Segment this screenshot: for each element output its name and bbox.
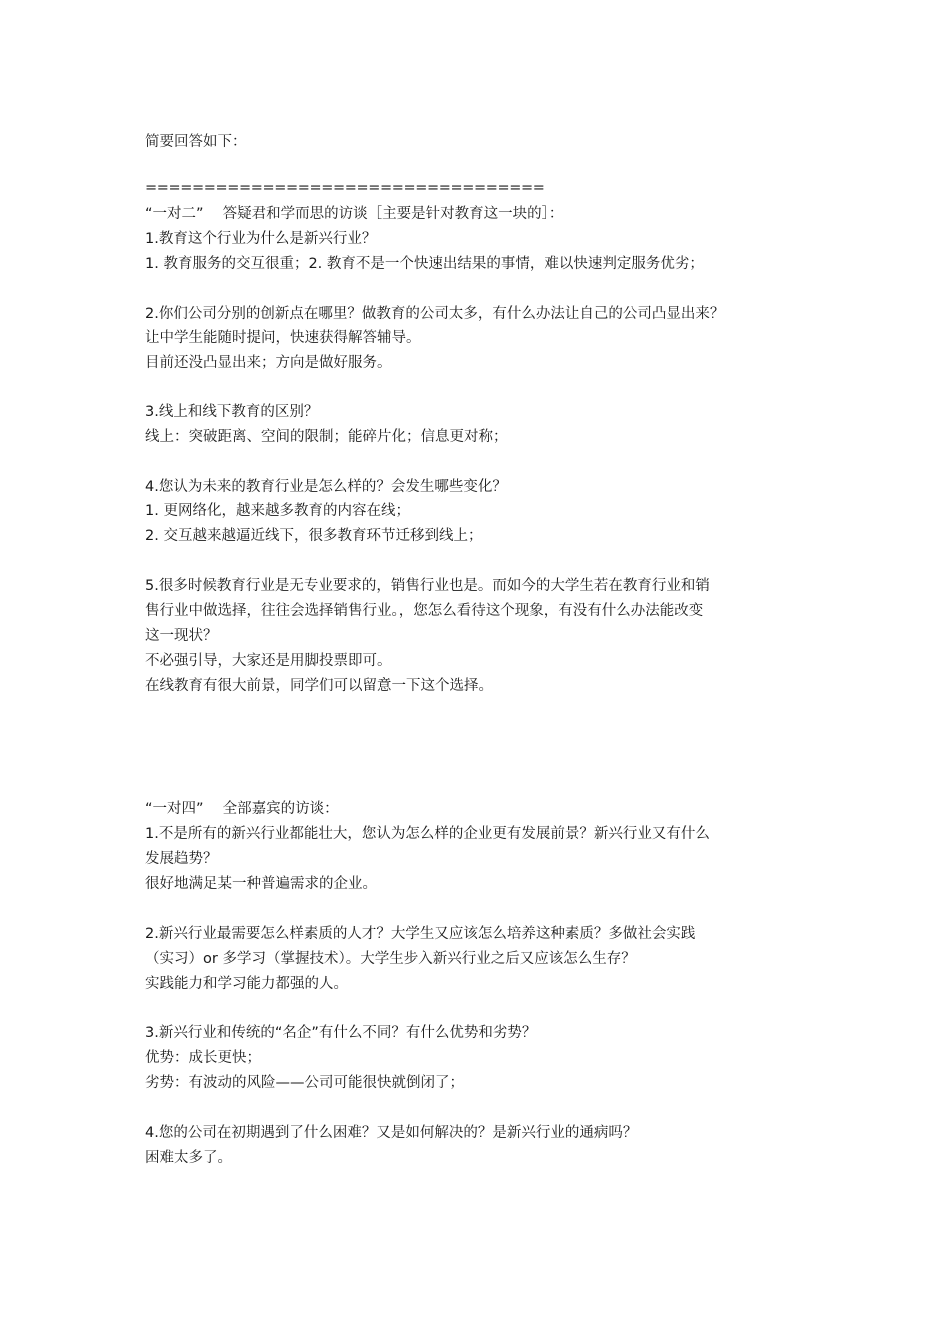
answer: 劣势：有波动的风险——公司可能很快就倒闭了； xyxy=(145,1075,464,1091)
separator-line: ================================== xyxy=(145,180,545,196)
question: 5.很多时候教育行业是无专业要求的，销售行业也是。而如今的大学生若在教育行业和销 xyxy=(145,578,710,594)
answer: 在线教育有很大前景，同学们可以留意一下这个选择。 xyxy=(145,678,493,694)
answer: 1. 教育服务的交互很重；2. 教育不是一个快速出结果的事情，难以快速判定服务优劣； xyxy=(145,256,704,272)
question: 1.教育这个行业为什么是新兴行业？ xyxy=(145,231,377,247)
question: 这一现状？ xyxy=(145,628,218,644)
answer: 优势：成长更快； xyxy=(145,1050,261,1066)
question: 1.不是所有的新兴行业都能壮大，您认为怎么样的企业更有发展前景？新兴行业又有什么 xyxy=(145,826,710,842)
answer: 线上：突破距离、空间的限制；能碎片化；信息更对称； xyxy=(145,429,508,445)
answer: 很好地满足某一种普遍需求的企业。 xyxy=(145,876,377,892)
question: 发展趋势？ xyxy=(145,851,218,867)
answer: 困难太多了。 xyxy=(145,1150,232,1166)
answer: 实践能力和学习能力都强的人。 xyxy=(145,976,348,992)
section-heading: “一对四” 全部嘉宾的访谈： xyxy=(145,801,339,817)
answer: 2. 交互越来越逼近线下，很多教育环节迁移到线上； xyxy=(145,528,483,544)
question: （实习）or 多学习（掌握技术）。大学生步入新兴行业之后又应该怎么生存？ xyxy=(145,951,636,967)
question: 3.线上和线下教育的区别？ xyxy=(145,404,319,420)
question: 售行业中做选择，往往会选择销售行业。，您怎么看待这个现象，有没有什么办法能改变 xyxy=(145,603,704,619)
question: 2.新兴行业最需要怎么样素质的人才？大学生又应该怎么培养这种素质？多做社会实践 xyxy=(145,926,696,942)
question: 4.您的公司在初期遇到了什么困难？又是如何解决的？是新兴行业的通病吗？ xyxy=(145,1125,638,1141)
answer: 1. 更网络化，越来越多教育的内容在线； xyxy=(145,503,410,519)
question: 3.新兴行业和传统的“名企”有什么不同？有什么优势和劣势？ xyxy=(145,1025,537,1041)
intro-text: 简要回答如下： xyxy=(145,134,247,150)
section-heading: “一对二” 答疑君和学而思的访谈［主要是针对教育这一块的］： xyxy=(145,206,564,222)
answer: 让中学生能随时提问，快速获得解答辅导。 xyxy=(145,330,421,346)
answer: 不必强引导，大家还是用脚投票即可。 xyxy=(145,653,392,669)
question: 2.你们公司分别的创新点在哪里？做教育的公司太多，有什么办法让自己的公司凸显出来？ xyxy=(145,306,725,322)
answer: 目前还没凸显出来；方向是做好服务。 xyxy=(145,355,392,371)
question: 4.您认为未来的教育行业是怎么样的？会发生哪些变化？ xyxy=(145,479,507,495)
